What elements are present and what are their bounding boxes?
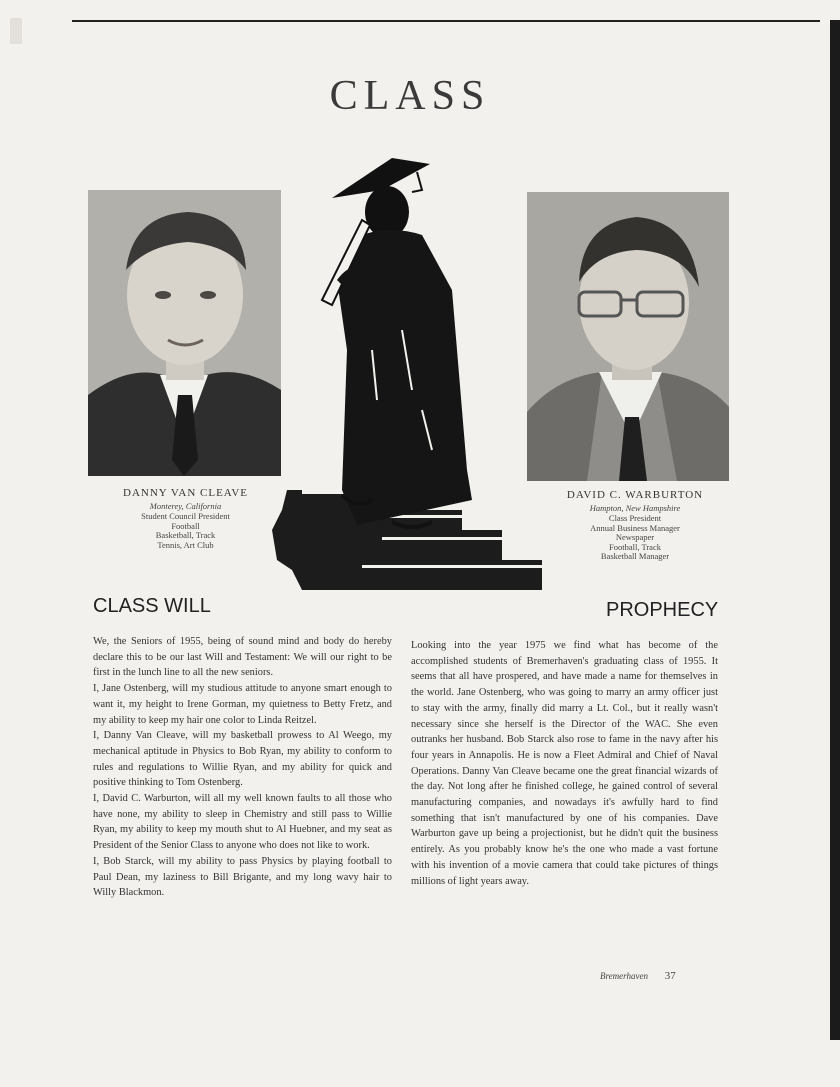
portrait-david-warburton (527, 192, 729, 481)
prophecy-paragraph: Looking into the year 1975 we find what has become of the accomplished students of Bremerhaven's graduating class of 1955. It seems that all have prospered, and have made a name for themselves in the world. Jane Ostenberg, who was going to marry an army officer just to stay with the army, finally did marry a Lt. Col., but it really wasn't necessary since she herself is the Director of the WAC. She even outranks her husband. Bob Starck also rose to fame in the navy after his four years in Annapolis. He is now a Fleet Admiral and Chief of Naval Operations. Danny Van Cleave became one the great financial wizards of the day. Not long after he finished college, he gained control of several manufacturing companies, and nowadays it's awfully hard to find something that isn't manufactured by one of his companies. Dave Warburton gave up being a projectionist, but he didn't quit the business entirely. As you probably know he's the one who made a vast fortune with his invention of a movie camera that could take pictures of things millions of light years away. (411, 640, 718, 887)
student-activity: Annual Business Manager (590, 522, 680, 533)
student-name: DAVID C. WARBURTON (566, 489, 704, 501)
page-footer (600, 970, 676, 982)
will-paragraph: I, Jane Ostenberg, will my studious attitude to anyone smart enough to want it, my height to Irene Gorman, my quietness to Betty Fretz, and my ability to keep my hair one color to Linda Reitzel. (93, 683, 392, 726)
student-activity: Basketball, Track (155, 530, 216, 540)
will-paragraph: I, Danny Van Cleave, will my basketball prowess to Al Weego, my mechanical aptitude in Physics to Bob Ryan, my ability to conform to rules and regulations to Willie Ryan, and my ability for quick and positive thinking to Tom Ostenberg. (93, 730, 392, 789)
student-activity: Class President (608, 513, 662, 523)
student-activity: Football, Track (609, 541, 661, 552)
prophecy-text (411, 638, 718, 889)
scan-artifact (10, 18, 22, 44)
will-paragraph: We, the Seniors of 1955, being of sound mind and body do hereby declare this to be our last Will and Testament: We will our right to be first in the lunch line to all the new seniors. (93, 636, 392, 679)
page-edge-shadow (830, 20, 840, 1040)
student-activity: Football (171, 520, 200, 531)
page-title: CLASS (329, 73, 491, 119)
class-will-heading: CLASS WILL (93, 595, 211, 617)
top-rule (72, 20, 820, 22)
portrait-danny-van-cleave (88, 190, 281, 476)
footer-source: Bremerhaven (600, 971, 648, 981)
graduate-illustration (262, 150, 547, 625)
student-hometown: Monterey, California (149, 500, 222, 511)
student-activity: Basketball Manager (600, 551, 670, 561)
student-name: DANNY VAN CLEAVE (123, 487, 248, 499)
class-will-text (93, 634, 392, 901)
page-number: 37 (664, 970, 676, 982)
will-paragraph: I, Bob Starck, will my ability to pass Physics by playing football to Paul Dean, my laziness to Bill Brigante, and my long wavy hair to Willy Blackmon. (93, 855, 392, 899)
prophecy-heading: PROPHECY (606, 599, 719, 621)
caption-david-warburton (545, 491, 725, 562)
will-paragraph: I, David C. Warburton, will all my well known faults to all those who have none, my ability to sleep in Chemistry and still pass to Willie Ryan, my ability to keep my mouth shut to Al Huebner, and my seat as President of the Senior Class to anyone who does not like to work. (93, 793, 392, 852)
caption-danny-van-cleave (98, 489, 273, 550)
student-activity: Tennis, Art Club (157, 539, 214, 550)
student-hometown: Hampton, New Hampshire (589, 502, 681, 513)
student-activity: Student Council President (141, 511, 230, 521)
student-activity: Newspaper (615, 532, 655, 542)
